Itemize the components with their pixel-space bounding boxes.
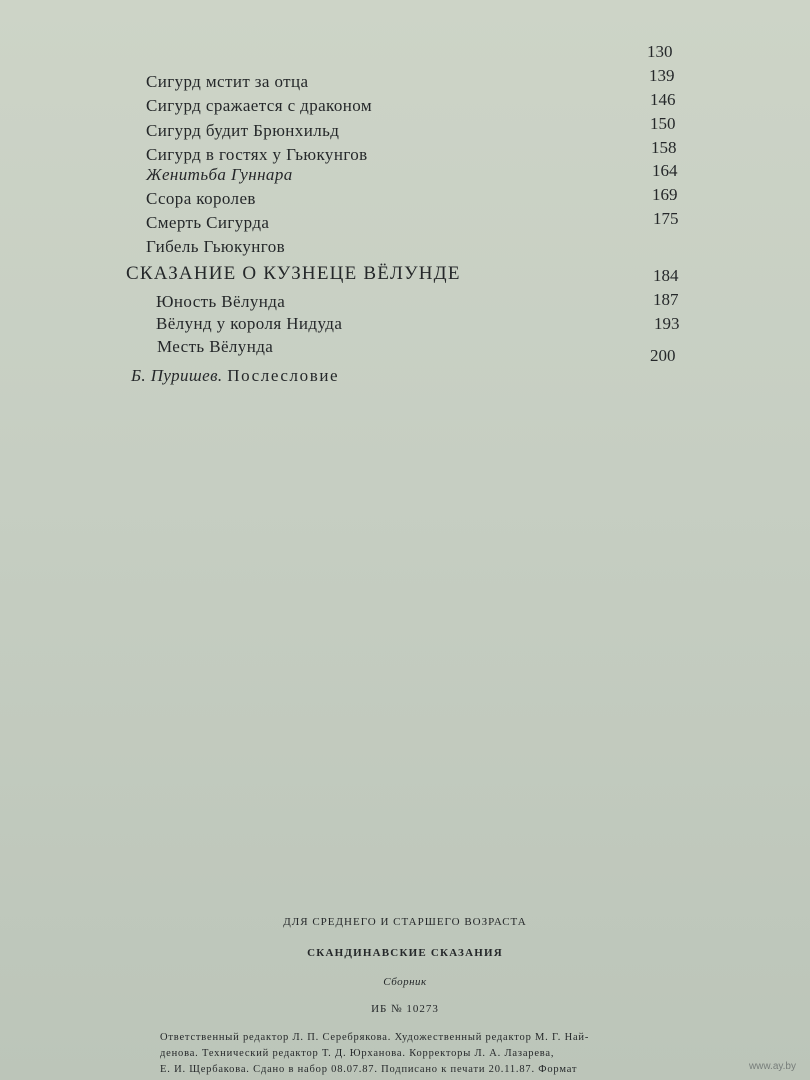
toc-entry-title: Сигурд мстит за отца (146, 72, 309, 91)
toc-entry-title: Женитьба Гуннара (146, 165, 293, 184)
book-title: СКАНДИНАВСКИЕ СКАЗАНИЯ (307, 947, 503, 959)
watermark: www.ay.by (748, 1061, 796, 1072)
toc-page-number: 158 (651, 138, 677, 157)
toc-entry-title: Юность Вёлунда (156, 292, 286, 311)
toc-entry-title: Месть Вёлунда (157, 337, 274, 356)
toc-entry-title: Сигурд сражается с драконом (146, 96, 372, 115)
toc-page-number: 187 (653, 290, 679, 309)
toc-page-number: 164 (652, 161, 678, 180)
credits-line: денова. Технический редактор Т. Д. Юрханова. Корректоры Л. А. Лазарева, (160, 1048, 555, 1059)
toc-page-number: 175 (653, 209, 679, 228)
toc-entry-title: Смерть Сигурда (146, 213, 270, 232)
toc-page-number: 146 (650, 90, 676, 109)
toc-page-number: 169 (652, 185, 678, 204)
toc-page-number: 193 (654, 314, 680, 333)
afterword-author: Б. Пуришев. (131, 366, 223, 385)
table-of-contents (0, 0, 810, 400)
toc-entry-title: Ссора королев (146, 189, 256, 208)
ib-number: ИБ № 10273 (371, 1003, 439, 1015)
book-subtitle: Сборник (383, 976, 427, 988)
afterword-entry (131, 366, 339, 386)
afterword-title: Послесловие (227, 366, 340, 385)
toc-entry-title: Вёлунд у короля Нидуда (156, 314, 343, 333)
toc-entry-title: Сигурд в гостях у Гьюкунгов (146, 145, 368, 164)
toc-page-number: 184 (653, 266, 679, 285)
imprint-credits (160, 1030, 700, 1078)
credits-line: Е. И. Щербакова. Сдано в набор 08.07.87. Подписано к печати 20.11.87. Формат (160, 1064, 578, 1075)
toc-page-number: 200 (650, 346, 676, 365)
toc-page-number: 139 (649, 66, 675, 85)
credits-line: Ответственный редактор Л. П. Серебрякова. Художественный редактор М. Г. Най- (160, 1032, 590, 1043)
toc-entry-title: Гибель Гьюкунгов (146, 237, 286, 256)
audience-line: ДЛЯ СРЕДНЕГО И СТАРШЕГО ВОЗРАСТА (283, 916, 527, 928)
toc-entry-title: Сигурд будит Брюнхильд (146, 121, 340, 140)
toc-page-number: 150 (650, 114, 676, 133)
section-heading: СКАЗАНИЕ О КУЗНЕЦЕ ВЁЛУНДЕ (126, 263, 461, 284)
toc-page-number: 130 (647, 42, 673, 61)
